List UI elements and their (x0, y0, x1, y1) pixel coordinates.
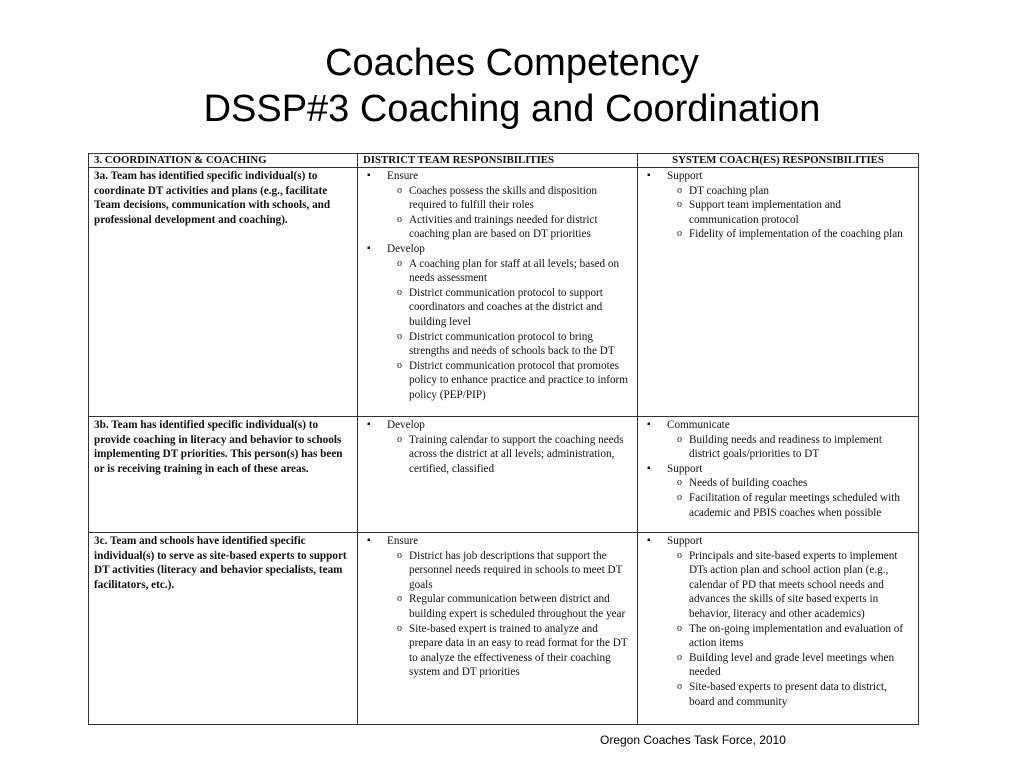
bullet-head: Support (667, 170, 703, 182)
table-row (89, 533, 919, 725)
bullet-group (643, 418, 913, 462)
row-label-cell (89, 417, 358, 533)
list-item: o The on-going implementation and evaluation of action items (677, 622, 913, 651)
competency-table (88, 153, 919, 725)
title-line-1: Coaches Competency (325, 42, 699, 84)
list-item: o District communication protocol to support coordinators and coaches at the district and building level (397, 286, 632, 330)
list-item: o Activities and trainings needed for district coaching plan are based on DT priorities (397, 213, 632, 242)
header-system-coach: SYSTEM COACH(ES) RESPONSIBILITIES (638, 154, 919, 168)
bullet-head: Ensure (387, 170, 419, 182)
list-item: o District communication protocol that promotes policy to enhance practice and practice to inform policy (PEP/PIP) (397, 359, 632, 403)
list-item: o Support team implementation and communication protocol (677, 198, 913, 227)
table-row (89, 417, 919, 533)
table-header-row (89, 154, 919, 168)
title-line-2: DSSP#3 Coaching and Coordination (203, 88, 821, 130)
bullet-head: Ensure (387, 535, 419, 547)
list-item: o Coaches possess the skills and disposition required to fulfill their roles (397, 184, 632, 213)
list-item: o Site-based expert is trained to analyze and prepare data in an easy to read format for the DT to analyze the effectiveness of their coaching system and DT priorities (397, 622, 632, 680)
row-label: 3a. Team has identified specific individual(s) to coordinate DT activities and plans (e.g., facilitate Team decisions, communication with schools, and professional development and coaching). (94, 170, 331, 226)
list-item: o Building needs and readiness to implement district goals/priorities to DT (677, 433, 913, 462)
header-district-team: DISTRICT TEAM RESPONSIBILITIES (358, 154, 638, 168)
row-label: 3c. Team and schools have identified specific individual(s) to serve as site-based experts to support DT activities (literacy and behavior specialists, team facilitators, etc.). (94, 535, 347, 591)
list-item: o Needs of building coaches (677, 476, 913, 491)
system-cell (638, 168, 919, 417)
header-coordination-coaching: 3. COORDINATION & COACHING (89, 154, 358, 168)
bullet-group (643, 169, 913, 242)
list-item: o Training calendar to support the coaching needs across the district at all levels; administration, certified, classified (397, 433, 632, 477)
slide-title (0, 40, 1024, 132)
list-item: o Site-based experts to present data to district, board and community (677, 680, 913, 709)
bullet-head: Develop (387, 419, 425, 431)
table-row (89, 168, 919, 417)
list-item: o Building level and grade level meetings when needed (677, 651, 913, 680)
bullet-head: Develop (387, 242, 425, 255)
district-cell (358, 168, 638, 417)
bullet-head: Communicate (667, 419, 730, 431)
list-item: o District communication protocol to bring strengths and needs of schools back to the DT (397, 330, 632, 359)
row-label: 3b. Team has identified specific individual(s) to provide coaching in literacy and behavior to schools implementing DT priorities. This person(s) has been or is receiving training in each of these areas. (94, 419, 343, 475)
system-cell (638, 533, 919, 725)
list-item: o A coaching plan for staff at all levels; based on needs assessment (397, 257, 632, 286)
bullet-group (363, 242, 632, 403)
row-label-cell (89, 168, 358, 417)
bullet-group (643, 534, 913, 709)
bullet-head: Support (667, 462, 703, 475)
system-cell (638, 417, 919, 533)
bullet-group (363, 169, 632, 242)
footer-citation: Oregon Coaches Task Force, 2010 (600, 733, 786, 747)
list-item: o Facilitation of regular meetings scheduled with academic and PBIS coaches when possible (677, 491, 913, 520)
bullet-group (363, 534, 632, 680)
bullet-group (643, 462, 913, 520)
list-item: o Regular communication between district and building expert is scheduled throughout the year (397, 592, 632, 621)
bullet-head: Support (667, 535, 703, 547)
list-item: o Principals and site-based experts to implement DTs action plan and school action plan (e.g., calendar of PD that meets school needs and advances the skills of site based experts in behavior, literacy and other academics) (677, 549, 913, 622)
list-item: o Fidelity of implementation of the coaching plan (677, 227, 913, 242)
row-label-cell (89, 533, 358, 725)
list-item: o District has job descriptions that support the personnel needs required in schools to meet DT goals (397, 549, 632, 593)
list-item: o DT coaching plan (677, 184, 913, 199)
district-cell (358, 417, 638, 533)
district-cell (358, 533, 638, 725)
bullet-group (363, 418, 632, 476)
